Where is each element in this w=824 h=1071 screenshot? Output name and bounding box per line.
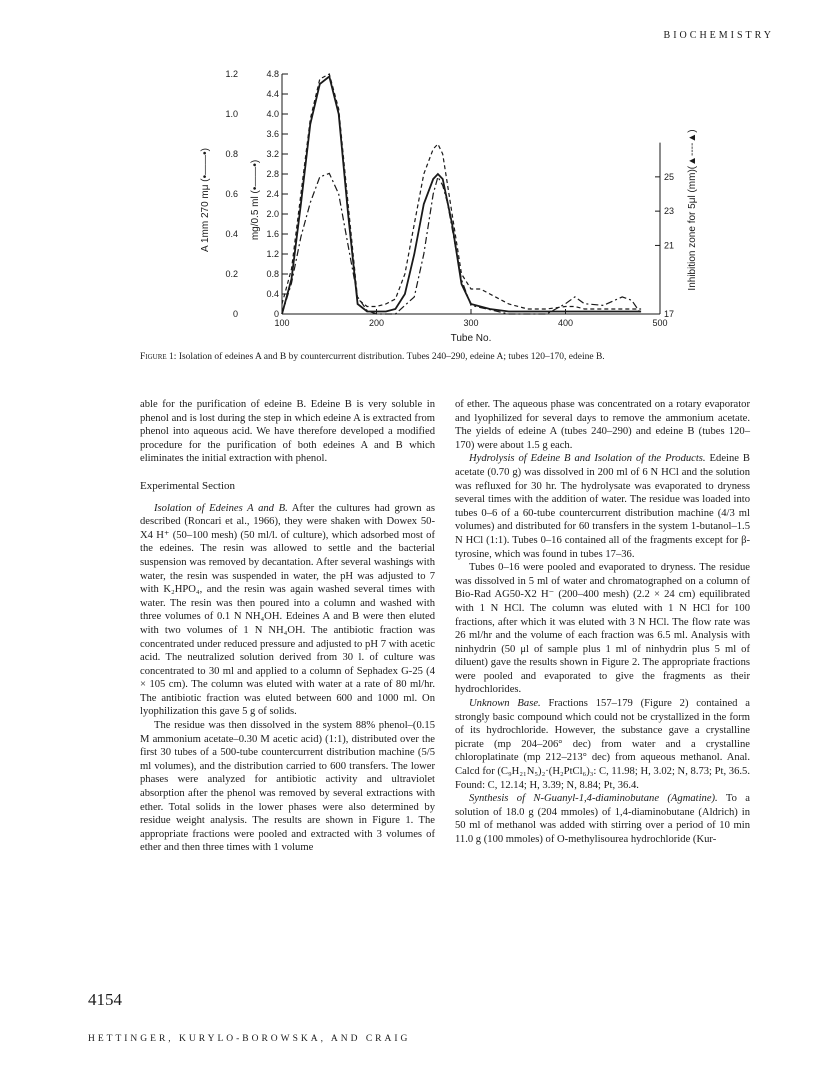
y-inner-tick-label: 0.8 [266, 269, 279, 279]
paragraph [455, 792, 750, 846]
paragraph-body: Fractions 157–179 (Figure 2) contained a strongly basic compound which could not be crystallized in the form of its hydrochloride. However, the substance gave a crystalline picrate (mp 204–206° dec) from water and a crystalline chloroplatinate (mp 212–213° dec) from aqueous methanol. Anal. Calcd for (C₉H₂₁N₅)₂·(H₂PtCl₆)₃: C, 11.98; H, 3.02; N, 8.73; Pt, 36.5. Found: C, 12.14; H, 3.39; N, 8.84; Pt, 36.4. [455, 698, 750, 791]
y-inner-tick-label: 1.6 [266, 229, 279, 239]
series-line-solid [282, 77, 641, 315]
page-number: 4154 [88, 990, 122, 1009]
x-tick-label: 100 [274, 318, 290, 328]
caption-label: Figure 1: [140, 352, 177, 362]
series-line-dash-dot [282, 173, 641, 314]
y-inner-tick-label: 1.2 [266, 249, 279, 259]
y-right-tick-label: 23 [664, 206, 675, 217]
y-inner-tick-label: 2.4 [266, 189, 279, 199]
paragraph [455, 697, 750, 792]
paragraph: of ether. The aqueous phase was concentrated on a rotary evaporator and lyophilized for several days to remove the ammonium acetate. The yields of edeine A (tubes 240–290) and edeine B (tubes 120–170) were about 1.5 g each. [455, 399, 750, 451]
y-inner-tick-label: 4.8 [266, 69, 279, 79]
x-tick-label: 300 [463, 318, 479, 328]
series-line-dashed [282, 74, 641, 309]
y-outer-tick-label: 0.2 [225, 269, 238, 279]
y-inner-tick-label: 4.0 [266, 109, 279, 119]
y-inner-tick-label: 0.4 [266, 289, 279, 299]
y-inner-tick-label: 0 [273, 309, 279, 319]
x-tick-label: 400 [557, 318, 574, 328]
y-outer-tick-label: 0.6 [225, 189, 238, 199]
paragraph: able for the purification of edeine B. Edeine B is very soluble in phenol and is lost during the step in which edeine A is extracted from phenol into aqueous acid. We have therefore developed a modified procedure for the purification of both edeines A and B which eliminates the initial extraction with phenol. [140, 399, 435, 465]
paragraph: The residue was then dissolved in the system 88% phenol–(0.15 M ammonium acetate–0.30 M acetic acid) (1:1), distributed over the first 30 tubes of a 500-tube countercurrent distribution machine (5/5 ml volumes), and the distribution carried to 600 transfers. The lower phases were analyzed for antibiotic activity and ultraviolet absorption after the phenol was removed by several extractions with ether. Total solids in the lower phases were also determined by residue weight analysis. The results are shown in Figure 1. The appropriate fractions were pooled and extracted with 3 volumes of ether and then three times with 1 volume [140, 720, 435, 854]
y-right-tick-label: 17 [664, 309, 675, 319]
y-outer-tick-label: 0.4 [225, 229, 238, 239]
y-right-axis-title: Inhibition zone for 5μl (mm)(▲----▲) [687, 129, 698, 291]
countercurrent-distribution-chart [190, 60, 710, 350]
y-outer-tick-label: 1.2 [225, 69, 238, 79]
section-title: Experimental Section [140, 479, 235, 492]
y-outer-tick-label: 0 [232, 309, 238, 319]
y-inner-tick-label: 2.0 [266, 209, 279, 219]
journal-header: BIOCHEMISTRY [663, 30, 774, 41]
y-right-tick-label: 21 [664, 240, 675, 251]
figure-caption [140, 352, 740, 362]
x-tick-label: 500 [652, 318, 668, 328]
y-outer-tick-label: 1.0 [225, 109, 238, 119]
figure-1 [190, 60, 710, 350]
paragraph: Tubes 0–16 were pooled and evaporated to dryness. The residue was dissolved in 5 ml of water and chromatographed on a column of Bio-Rad AG50-X2 H⁻ (200–400 mesh) (2.2 × 24 cm) equilibrated with 1 N HCl. The column was eluted with 1 N HCl for 100 fractions, after which it was eluted with 3 N HCl. The flow rate was 26 ml/hr and the volume of each fraction was 6.5 ml. Analysis with ninhydrin (50 μl of sample plus 1 ml of ninhydrin plus 5 ml of diluent) gave the results shown in Figure 2. The appropriate fractions were pooled and evaporated to give the fragments as their hydrochlorides. [455, 562, 750, 696]
y-inner-tick-label: 3.2 [266, 149, 279, 159]
y-inner-tick-label: 4.4 [266, 89, 279, 99]
y-inner-tick-label: 2.8 [266, 169, 279, 179]
x-tick-label: 200 [368, 318, 385, 328]
paragraph [455, 452, 750, 561]
right-text-column [455, 398, 750, 847]
y-right-tick-label: 25 [664, 171, 675, 182]
paragraph-body: Edeine B acetate (0.70 g) was dissolved in 200 ml of 6 N HCl and the solution was refluxed for 30 hr. The hydrolysate was evaporated to dryness several times with the addition of water. The residue was loaded into tubes 0–6 of a 60-tube countercurrent distribution machine (4/3 ml volumes) and distributed for 60 transfers in the system 1-butanol–1.5 N HCl (1:1). Tubes 0–16 contained all of the fragments except for β-tyrosine, which was found in tubes 17–36. [455, 453, 750, 560]
paragraph [140, 502, 435, 720]
inline-heading: Isolation of Edeines A and B. [154, 502, 288, 514]
caption-text: Isolation of edeines A and B by countercurrent distribution. Tubes 240–290, edeine A; tubes 120–170, edeine B. [178, 352, 605, 362]
y-outer-tick-label: 0.8 [225, 149, 238, 159]
running-footer-authors: HETTINGER, KURYLO-BOROWSKA, AND CRAIG [88, 1034, 411, 1044]
inline-heading: Hydrolysis of Edeine B and Isolation of the Products. [469, 453, 706, 465]
y-outer-axis-title: A 1mm 270 mμ (•——•) [200, 148, 211, 252]
x-axis-title: Tube No. [450, 333, 492, 344]
paragraph-body: After the cultures had grown as described (Roncari et al., 1966), they were shaken with Dowex 50-X4 H⁺ (50–100 mesh) (50 ml/l. of culture), which adsorbed most of the edeines. The resin was allowed to settle and the bacterial suspension was removed by decantation. After several washings with water, the resin was suspended in water, the pH was adjusted to 7 with K₂HPO₄, and the resin was again washed several times with water. The resin was then poured into a column and washed with three volumes of 0.1 N NH₄OH. Edeines A and B were then eluted with two volumes of 1 N NH₄OH. The antibiotic fraction was concentrated under reduced pressure and adjusted to pH 7 with acetic acid. The neutralized solution derived from 30 l. of culture was concentrated to 30 ml and applied to a column of Sephadex G-25 (4 × 105 cm). The column was eluted with water at a rate of 80 ml/hr. The antibiotic fraction was eluted between 600 and 1000 ml. On lyophilization this gave 5 g of solids. [140, 502, 435, 718]
inline-heading: Synthesis of N-Guanyl-1,4-diaminobutane (Agmatine). [469, 793, 718, 805]
paragraph-body: To a solution of 18.0 g (204 mmoles) of 1,4-diaminobutane (Aldrich) in 50 ml of methanol was added with stirring over a period of 10 min 11.0 g (100 mmoles) of O-methylisourea hydrochloride (Kur- [455, 793, 750, 845]
inline-heading: Unknown Base. [469, 698, 541, 710]
y-inner-axis-title: mg/0.5 ml (•——•) [250, 159, 261, 241]
y-inner-tick-label: 3.6 [266, 129, 279, 139]
left-text-column [140, 398, 435, 855]
